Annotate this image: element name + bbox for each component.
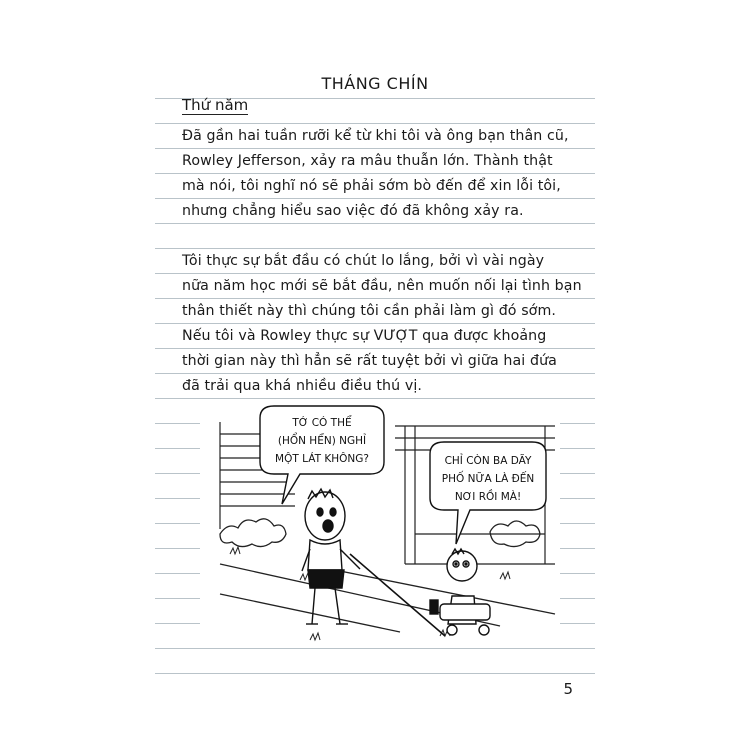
text-line: nữa năm học mới sẽ bắt đầu, nên muốn nối lại tình bạn (182, 278, 582, 294)
page-title: THÁNG CHÍN (321, 74, 429, 93)
text-line: mà nói, tôi nghĩ nó sẽ phải sớm bò đến để xin lỗi tôi, (182, 178, 561, 194)
bubble-right-line: CHỈ CÒN BA DÃY (444, 455, 532, 467)
text-line: Nếu tôi và Rowley thực sự VƯỢT qua được khoảng (182, 328, 547, 344)
bubble-right-line: NƠI RỒI MÀ! (454, 491, 522, 503)
bubble-right-line: PHỐ NỮA LÀ ĐẾN (441, 473, 535, 485)
comic-illustration (200, 404, 560, 644)
day-heading: Thứ năm (182, 96, 249, 114)
book-page (155, 40, 595, 715)
text-line: nhưng chẳng hiểu sao việc đó đã không xảy ra. (182, 203, 524, 219)
bubble-left-line: TỚ CÓ THỂ (292, 417, 352, 429)
bubble-left-line: (HỔN HỂN) NGHỈ (277, 435, 367, 447)
text-line: đã trải qua khá nhiều điều thú vị. (182, 378, 423, 394)
page-number: 5 (563, 680, 573, 698)
text-line: thân thiết này thì chúng tôi cần phải làm gì đó sớm. (182, 303, 556, 319)
text-line: thời gian này thì hẳn sẽ rất tuyệt bởi vì giữa hai đứa (182, 353, 557, 369)
bubble-left-line: MỘT LÁT KHÔNG? (275, 453, 369, 465)
text-line: Đã gần hai tuần rưỡi kể từ khi tôi và ông bạn thân cũ, (182, 128, 569, 144)
text-line: Tôi thực sự bắt đầu có chút lo lắng, bởi vì vài ngày (182, 253, 545, 269)
text-line: Rowley Jefferson, xảy ra mâu thuẫn lớn. Thành thật (182, 153, 553, 169)
